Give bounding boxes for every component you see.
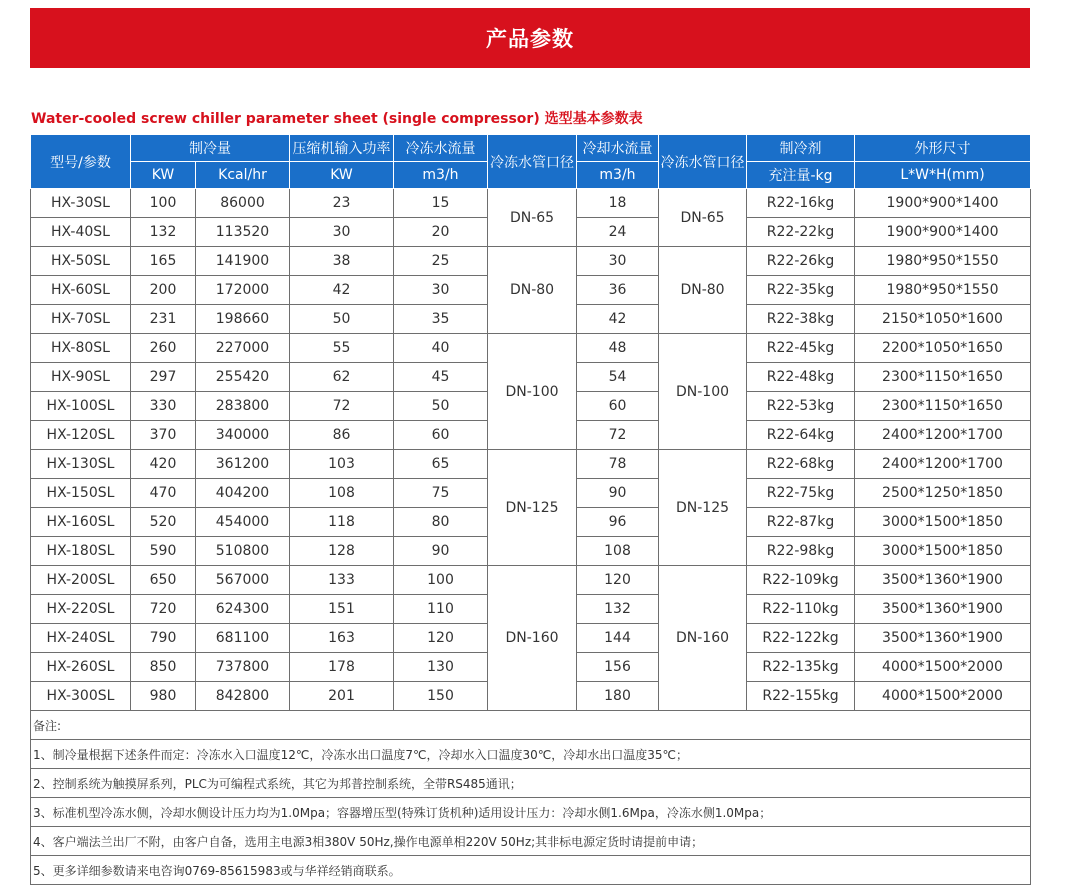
cell-refrigerant: R22-98kg — [747, 537, 855, 566]
cell-cooling-flow: 78 — [577, 450, 659, 479]
cell-cooling-flow: 18 — [577, 189, 659, 218]
cell-model: HX-70SL — [31, 305, 131, 334]
cell-power: 72 — [290, 392, 394, 421]
cell-chilled-flow: 75 — [394, 479, 488, 508]
cell-model: HX-60SL — [31, 276, 131, 305]
table-body — [31, 189, 1031, 885]
sheet-title: Water-cooled screw chiller parameter sheet (single compressor) 选型基本参数表 — [31, 111, 643, 127]
cell-refrigerant: R22-87kg — [747, 508, 855, 537]
cell-kcal: 227000 — [196, 334, 290, 363]
cell-kcal: 510800 — [196, 537, 290, 566]
cell-power: 128 — [290, 537, 394, 566]
cell-chilled-flow: 20 — [394, 218, 488, 247]
cell-kcal: 737800 — [196, 653, 290, 682]
cell-cooling-pipe: DN-100 — [659, 334, 747, 450]
cell-kw: 165 — [131, 247, 196, 276]
note-item: 1、制冷量根据下述条件而定：冷冻水入口温度12℃，冷冻水出口温度7℃，冷却水入口温度30℃，冷却水出口温度35℃； — [31, 740, 1031, 769]
cell-kw: 330 — [131, 392, 196, 421]
cell-cooling-flow: 156 — [577, 653, 659, 682]
banner-title: 产品参数 — [486, 27, 574, 51]
cell-cooling-flow: 36 — [577, 276, 659, 305]
cell-model: HX-220SL — [31, 595, 131, 624]
table-row — [31, 247, 1031, 276]
cell-kw: 590 — [131, 537, 196, 566]
cell-kcal: 624300 — [196, 595, 290, 624]
header-cooling-flow-unit: m3/h — [577, 162, 659, 189]
cell-chilled-flow: 65 — [394, 450, 488, 479]
cell-kw: 420 — [131, 450, 196, 479]
cell-chilled-flow: 45 — [394, 363, 488, 392]
cell-cooling-flow: 108 — [577, 537, 659, 566]
header-chilled-flow-unit: m3/h — [394, 162, 488, 189]
cell-cooling-flow: 180 — [577, 682, 659, 711]
cell-chilled-flow: 50 — [394, 392, 488, 421]
cell-dimensions: 3000*1500*1850 — [855, 508, 1031, 537]
cell-refrigerant: R22-16kg — [747, 189, 855, 218]
cell-model: HX-240SL — [31, 624, 131, 653]
cell-kcal: 404200 — [196, 479, 290, 508]
cell-kcal: 361200 — [196, 450, 290, 479]
cell-refrigerant: R22-64kg — [747, 421, 855, 450]
cell-kw: 231 — [131, 305, 196, 334]
cell-dimensions: 2150*1050*1600 — [855, 305, 1031, 334]
note-item: 4、客户端法兰出厂不附，由客户自备，选用主电源3相380V 50Hz,操作电源单相220V 50Hz;其非标电源定货时请提前申请； — [31, 827, 1031, 856]
cell-dimensions: 3500*1360*1900 — [855, 595, 1031, 624]
note-item: 2、控制系统为触摸屏系列，PLC为可编程式系统，其它为邦普控制系统，全带RS485通讯； — [31, 769, 1031, 798]
header-power-kw-unit: KW — [290, 162, 394, 189]
cell-refrigerant: R22-22kg — [747, 218, 855, 247]
cell-kw: 720 — [131, 595, 196, 624]
cell-power: 108 — [290, 479, 394, 508]
cell-kw: 132 — [131, 218, 196, 247]
cell-dimensions: 2200*1050*1650 — [855, 334, 1031, 363]
cell-model: HX-90SL — [31, 363, 131, 392]
table-row — [31, 189, 1031, 218]
note-item: 3、标准机型冷冻水侧，冷却水侧设计压力均为1.0Mpa；容器增压型(特殊订货机种)适用设计压力：冷却水侧1.6Mpa，冷冻水侧1.0Mpa； — [31, 798, 1031, 827]
cell-power: 62 — [290, 363, 394, 392]
cell-power: 55 — [290, 334, 394, 363]
cell-dimensions: 3000*1500*1850 — [855, 537, 1031, 566]
table-row — [31, 566, 1031, 595]
cell-refrigerant: R22-135kg — [747, 653, 855, 682]
cell-chilled-pipe: DN-160 — [488, 566, 577, 711]
cell-chilled-pipe: DN-65 — [488, 189, 577, 247]
cell-chilled-pipe: DN-125 — [488, 450, 577, 566]
cell-dimensions: 1900*900*1400 — [855, 218, 1031, 247]
cell-model: HX-180SL — [31, 537, 131, 566]
cell-dimensions: 2300*1150*1650 — [855, 392, 1031, 421]
cell-kw: 650 — [131, 566, 196, 595]
header-cooling-pipe: 冷冻水管口径 — [659, 135, 747, 189]
cell-cooling-pipe: DN-80 — [659, 247, 747, 334]
cell-power: 201 — [290, 682, 394, 711]
cell-model: HX-50SL — [31, 247, 131, 276]
header-refrigerant: 制冷剂 — [747, 135, 855, 162]
cell-cooling-flow: 132 — [577, 595, 659, 624]
cell-kcal: 172000 — [196, 276, 290, 305]
cell-refrigerant: R22-53kg — [747, 392, 855, 421]
cell-power: 118 — [290, 508, 394, 537]
cell-cooling-flow: 48 — [577, 334, 659, 363]
cell-model: HX-120SL — [31, 421, 131, 450]
cell-kcal: 454000 — [196, 508, 290, 537]
cell-kw: 260 — [131, 334, 196, 363]
cell-chilled-pipe: DN-100 — [488, 334, 577, 450]
cell-kw: 370 — [131, 421, 196, 450]
cell-chilled-flow: 35 — [394, 305, 488, 334]
header-cooling-kcal-unit: Kcal/hr — [196, 162, 290, 189]
cell-dimensions: 4000*1500*2000 — [855, 653, 1031, 682]
cell-chilled-flow: 25 — [394, 247, 488, 276]
cell-model: HX-100SL — [31, 392, 131, 421]
cell-chilled-flow: 150 — [394, 682, 488, 711]
cell-dimensions: 4000*1500*2000 — [855, 682, 1031, 711]
cell-chilled-flow: 90 — [394, 537, 488, 566]
cell-cooling-flow: 54 — [577, 363, 659, 392]
cell-refrigerant: R22-75kg — [747, 479, 855, 508]
cell-power: 86 — [290, 421, 394, 450]
cell-refrigerant: R22-48kg — [747, 363, 855, 392]
cell-chilled-flow: 40 — [394, 334, 488, 363]
cell-dimensions: 1980*950*1550 — [855, 247, 1031, 276]
cell-dimensions: 2400*1200*1700 — [855, 450, 1031, 479]
cell-model: HX-160SL — [31, 508, 131, 537]
cell-refrigerant: R22-122kg — [747, 624, 855, 653]
cell-power: 133 — [290, 566, 394, 595]
cell-cooling-flow: 96 — [577, 508, 659, 537]
cell-model: HX-80SL — [31, 334, 131, 363]
header-cooling-water-flow: 冷却水流量 — [577, 135, 659, 162]
cell-model: HX-130SL — [31, 450, 131, 479]
note-item: 5、更多详细参数请来电咨询0769-85615983或与华祥经销商联系。 — [31, 856, 1031, 885]
cell-dimensions: 1900*900*1400 — [855, 189, 1031, 218]
cell-refrigerant: R22-38kg — [747, 305, 855, 334]
cell-cooling-flow: 72 — [577, 421, 659, 450]
cell-kcal: 255420 — [196, 363, 290, 392]
parameter-table — [30, 134, 1031, 885]
header-cooling-kw-unit: KW — [131, 162, 196, 189]
page-banner — [30, 8, 1030, 68]
cell-refrigerant: R22-45kg — [747, 334, 855, 363]
cell-chilled-flow: 30 — [394, 276, 488, 305]
cell-chilled-pipe: DN-80 — [488, 247, 577, 334]
cell-kw: 297 — [131, 363, 196, 392]
cell-kw: 980 — [131, 682, 196, 711]
cell-kcal: 198660 — [196, 305, 290, 334]
cell-chilled-flow: 60 — [394, 421, 488, 450]
cell-refrigerant: R22-35kg — [747, 276, 855, 305]
cell-dimensions: 2400*1200*1700 — [855, 421, 1031, 450]
cell-power: 42 — [290, 276, 394, 305]
header-compressor-power: 压缩机输入功率 — [290, 135, 394, 162]
cell-chilled-flow: 110 — [394, 595, 488, 624]
cell-chilled-flow: 15 — [394, 189, 488, 218]
cell-model: HX-40SL — [31, 218, 131, 247]
cell-chilled-flow: 120 — [394, 624, 488, 653]
cell-kcal: 141900 — [196, 247, 290, 276]
cell-dimensions: 1980*950*1550 — [855, 276, 1031, 305]
cell-cooling-flow: 144 — [577, 624, 659, 653]
cell-cooling-pipe: DN-160 — [659, 566, 747, 711]
cell-kw: 520 — [131, 508, 196, 537]
cell-kcal: 567000 — [196, 566, 290, 595]
cell-model: HX-200SL — [31, 566, 131, 595]
table-header — [31, 135, 1031, 189]
cell-cooling-flow: 30 — [577, 247, 659, 276]
cell-power: 38 — [290, 247, 394, 276]
cell-power: 30 — [290, 218, 394, 247]
cell-power: 103 — [290, 450, 394, 479]
cell-power: 50 — [290, 305, 394, 334]
header-dimensions-unit: L*W*H(mm) — [855, 162, 1031, 189]
notes-row — [31, 856, 1031, 885]
notes-row — [31, 711, 1031, 740]
cell-refrigerant: R22-68kg — [747, 450, 855, 479]
notes-row — [31, 740, 1031, 769]
cell-chilled-flow: 100 — [394, 566, 488, 595]
notes-title: 备注: — [31, 711, 1031, 740]
cell-chilled-flow: 80 — [394, 508, 488, 537]
cell-dimensions: 3500*1360*1900 — [855, 566, 1031, 595]
cell-model: HX-30SL — [31, 189, 131, 218]
cell-refrigerant: R22-110kg — [747, 595, 855, 624]
header-refrigerant-unit: 充注量-kg — [747, 162, 855, 189]
cell-cooling-flow: 120 — [577, 566, 659, 595]
header-chilled-water-flow: 冷冻水流量 — [394, 135, 488, 162]
cell-kw: 100 — [131, 189, 196, 218]
cell-kw: 200 — [131, 276, 196, 305]
cell-cooling-flow: 24 — [577, 218, 659, 247]
cell-model: HX-150SL — [31, 479, 131, 508]
cell-kw: 790 — [131, 624, 196, 653]
cell-kcal: 283800 — [196, 392, 290, 421]
cell-kcal: 340000 — [196, 421, 290, 450]
table-row — [31, 334, 1031, 363]
cell-refrigerant: R22-109kg — [747, 566, 855, 595]
header-chilled-pipe: 冷冻水管口径 — [488, 135, 577, 189]
cell-kcal: 86000 — [196, 189, 290, 218]
cell-refrigerant: R22-155kg — [747, 682, 855, 711]
notes-row — [31, 798, 1031, 827]
cell-model: HX-300SL — [31, 682, 131, 711]
cell-cooling-pipe: DN-125 — [659, 450, 747, 566]
cell-dimensions: 2500*1250*1850 — [855, 479, 1031, 508]
cell-kcal: 681100 — [196, 624, 290, 653]
cell-cooling-flow: 60 — [577, 392, 659, 421]
cell-kw: 470 — [131, 479, 196, 508]
cell-model: HX-260SL — [31, 653, 131, 682]
cell-chilled-flow: 130 — [394, 653, 488, 682]
cell-cooling-pipe: DN-65 — [659, 189, 747, 247]
cell-power: 178 — [290, 653, 394, 682]
notes-row — [31, 769, 1031, 798]
header-model: 型号/参数 — [31, 135, 131, 189]
cell-cooling-flow: 90 — [577, 479, 659, 508]
cell-kw: 850 — [131, 653, 196, 682]
cell-cooling-flow: 42 — [577, 305, 659, 334]
cell-dimensions: 2300*1150*1650 — [855, 363, 1031, 392]
cell-power: 23 — [290, 189, 394, 218]
cell-power: 151 — [290, 595, 394, 624]
cell-power: 163 — [290, 624, 394, 653]
cell-refrigerant: R22-26kg — [747, 247, 855, 276]
notes-row — [31, 827, 1031, 856]
header-cooling-capacity: 制冷量 — [131, 135, 290, 162]
cell-dimensions: 3500*1360*1900 — [855, 624, 1031, 653]
cell-kcal: 113520 — [196, 218, 290, 247]
table-row — [31, 450, 1031, 479]
header-dimensions: 外形尺寸 — [855, 135, 1031, 162]
cell-kcal: 842800 — [196, 682, 290, 711]
